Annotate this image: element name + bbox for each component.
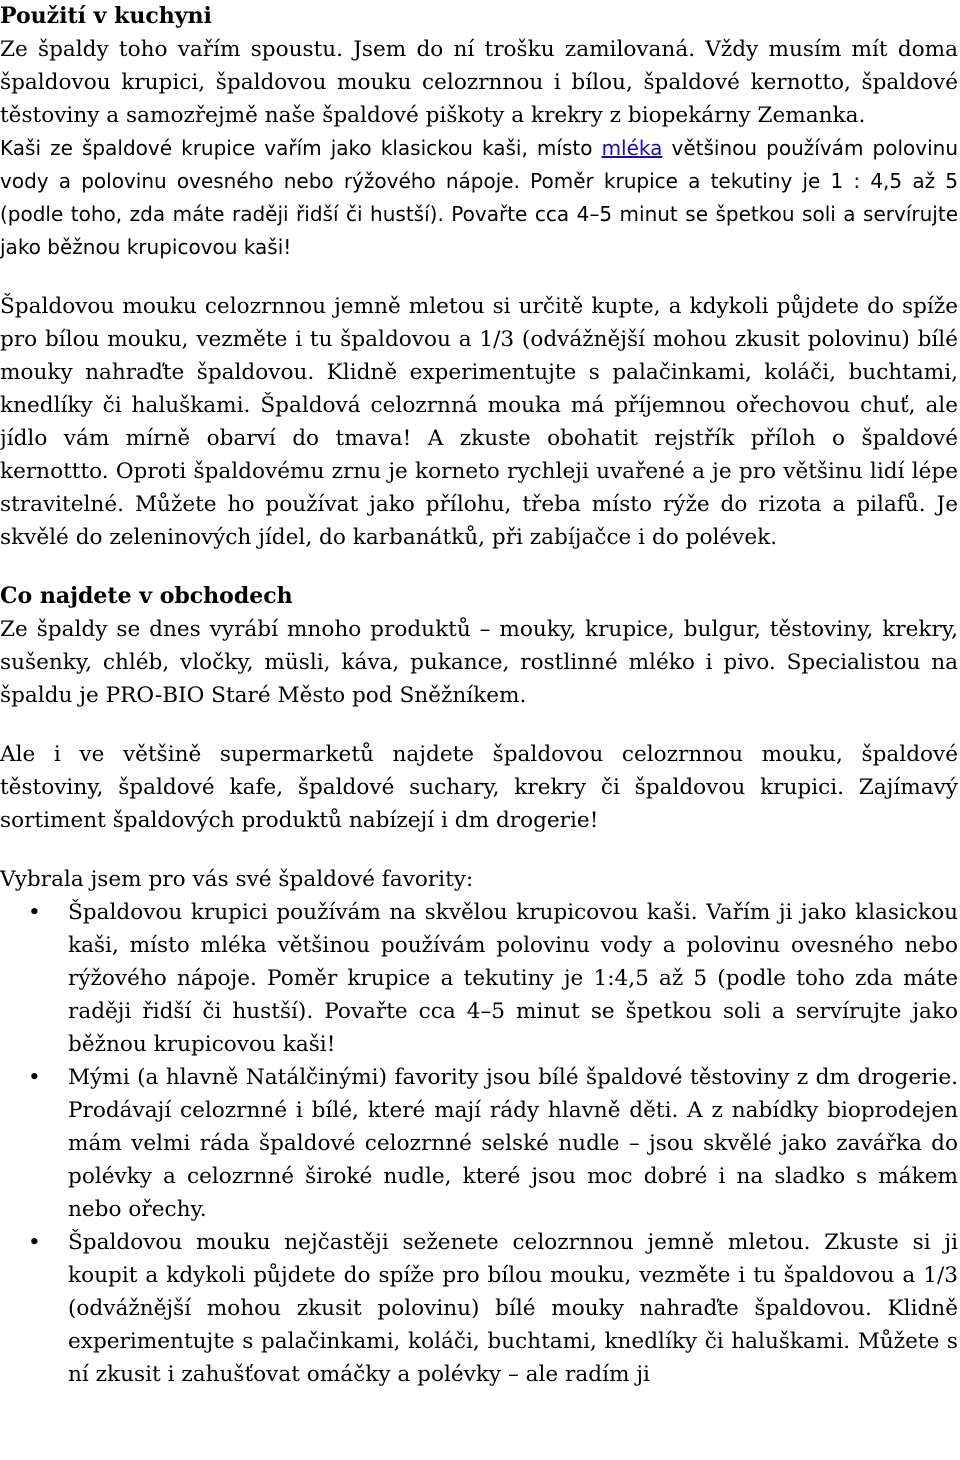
bullet-icon: • [28, 900, 41, 925]
porridge-text-before: Kaši ze špaldové krupice vařím jako klasickou kaši, místo [0, 136, 602, 160]
list-item-text: Špaldovou krupici používám na skvělou krupicovou kaši. Vařím ji jako klasickou kaši, místo mléka většinou používám polovinu vody a polovinu ovesného nebo rýžového nápoje. Poměr krupice a tekutiny je 1:4,5 až 5 (podle toho zda máte raději řidší či hustší). Povařte cca 4–5 minut se špetkou soli a servírujte jako běžnou krupicovou kaši! [68, 900, 958, 1057]
spacer [0, 712, 958, 738]
milk-link[interactable]: mléka [601, 136, 663, 160]
bullet-icon: • [28, 1065, 41, 1090]
list-item-text: Mými (a hlavně Natálčinými) favority jsou bílé špaldové těstoviny z dm drogerie. Prodávají celozrnné i bílé, které mají rády hlavně děti. A z nabídky bioprodejen mám velmi ráda špaldové celozrnné selské nudle – jsou skvělé jako zavářka do polévky a celozrnné široké nudle, které jsou moc dobré i na sladko s mákem nebo ořechy. [68, 1065, 958, 1222]
paragraph-flour: Špaldovou mouku celozrnnou jemně mletou si určitě kupte, a kdykoli půjdete do spíže pro bílou mouku, vezměte i tu špaldovou a 1/3 (odvážnější mohou zkusit polovinu) bílé mouky nahraďte špaldovou. Klidně experimentujte s palačinkami, koláči, buchtami, knedlíky či haluškami. Špaldová celozrnná mouka má příjemnou ořechovou chuť, ale jídlo vám mírně obarví do tmava! A zkuste obohatit rejstřík příloh o špaldové kernottto. Oproti špaldovému zrnu je korneto rychleji uvařené a je pro většinu lidí lépe stravitelné. Můžete ho používat jako přílohu, třeba místo rýže do rizota a pilafů. Je skvělé do zeleninových jídel, do karbanátků, při zabíjačce i do polévek. [0, 294, 958, 550]
bullet-icon: • [28, 1230, 41, 1255]
spacer [0, 264, 958, 290]
list-item-text: Špaldovou mouku nejčastěji seženete celozrnnou jemně mletou. Zkuste si ji koupit a kdykoli půjdete do spíže pro bílou mouku, vezměte i tu špaldovou a 1/3 (odvážnější mohou zkusit polovinu) bílé mouky nahraďte špaldovou. Klidně experimentujte s palačinkami, koláči, buchtami, knedlíky či haluškami. Můžete s ní zkusit i zahušťovat omáčky a polévky – ale radím ji [68, 1230, 958, 1387]
paragraph-favorites-intro: Vybrala jsem pro vás své špaldové favority: [0, 867, 474, 892]
list-item [0, 1061, 958, 1226]
list-item [0, 1226, 958, 1391]
favorites-list [0, 896, 958, 1391]
list-item [0, 896, 958, 1061]
paragraph-supermarkets: Ale i ve většině supermarketů najdete špaldovou celozrnnou mouku, špaldové těstoviny, špaldové kafe, špaldové suchary, krekry či špaldovou krupici. Zajímavý sortiment špaldových produktů nabízejí i dm drogerie! [0, 742, 958, 833]
paragraph-porridge [0, 132, 958, 264]
spacer [0, 837, 958, 863]
section-heading-shops: Co najdete v obchodech [0, 583, 293, 609]
section-heading-kitchen: Použití v kuchyni [0, 3, 212, 29]
spacer [0, 554, 958, 580]
paragraph-products: Ze špaldy se dnes vyrábí mnoho produktů – mouky, krupice, bulgur, těstoviny, krekry, sušenky, chléb, vločky, müsli, káva, pukance, rostlinné mléko i pivo. Specialistou na špaldu je PRO-BIO Staré Město pod Sněžníkem. [0, 617, 958, 708]
porridge-text-after: většinou používám polovinu vody a polovinu ovesného nebo rýžového nápoje. Poměr krupice a tekutiny je 1 : 4,5 až 5 (podle toho, zda máte raději řidší či hustší). Povařte cca 4–5 minut se špetkou soli a servírujte jako běžnou krupicovou kaši! [0, 136, 958, 259]
paragraph-intro: Ze špaldy toho vařím spoustu. Jsem do ní trošku zamilovaná. Vždy musím mít doma špaldovou krupici, špaldovou mouku celozrnnou i bílou, špaldové kernotto, špaldové těstoviny a samozřejmě naše špaldové piškoty a krekry z biopekárny Zemanka. [0, 37, 958, 128]
